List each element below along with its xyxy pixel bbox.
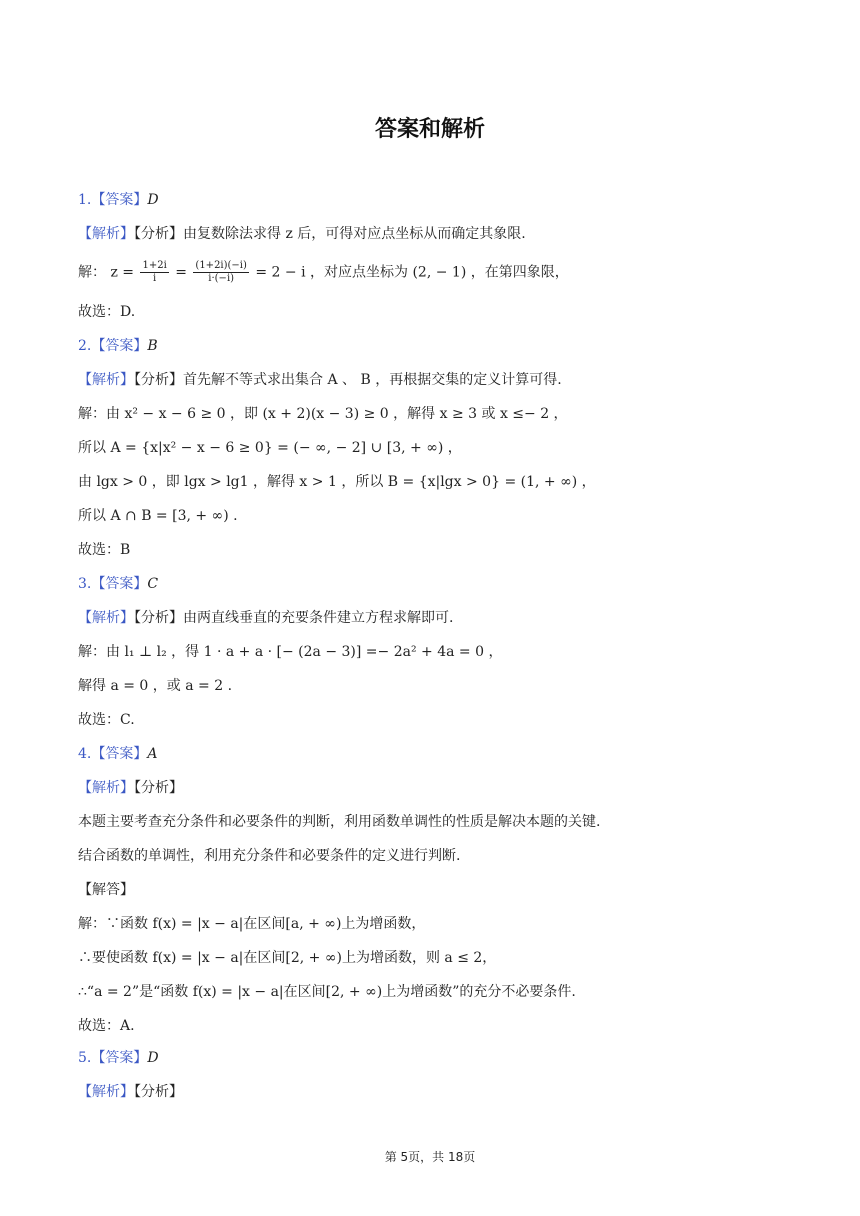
solution-line-2b: 所以 A = {x|x² − x − 6 ≥ 0} = (− ∞, − 2] ∪ [3, + ∞) ， bbox=[78, 440, 462, 456]
analysis-line-2: 【解析】【分析】首先解不等式求出集合 A 、 B ，再根据交集的定义计算可得. bbox=[78, 372, 562, 388]
text-line-4f: ∴“a = 2”是“函数 f(x) = |x − a|在区间[2, + ∞)上为增函数”的充分不必要条件. bbox=[78, 984, 576, 1000]
answer-line-1: 1.【答案】D bbox=[78, 192, 159, 208]
choice-line-2: 故选：B bbox=[78, 542, 131, 558]
solution-line-1: 解： z = $\frac{1+2i}{i}$ = $\frac{(1+2i)(-i)}{i\cdot(-i)}$ = 2 − i ，对应点坐标为 (2, − 1) ，在第四象限， bbox=[78, 260, 569, 284]
analysis-line-5: 【解析】【分析】 bbox=[78, 1084, 183, 1100]
solution-line-2c: 由 lgx > 0 ，即 lgx > lg1 ，解得 x > 1 ，所以 B = {x|lgx > 0} = (1, + ∞) ， bbox=[78, 474, 596, 490]
page-footer: 第 5页，共 18页 bbox=[384, 1150, 476, 1164]
answer-line-3: 3.【答案】C bbox=[78, 576, 159, 592]
text-line-4b: 结合函数的单调性，利用充分条件和必要条件的定义进行判断. bbox=[78, 848, 461, 864]
text-line-4d: 解：∵函数 f(x) = |x − a|在区间[a, + ∞)上为增函数， bbox=[78, 916, 426, 932]
choice-line-3: 故选：C. bbox=[78, 712, 135, 728]
analysis-line-4: 【解析】【分析】 bbox=[78, 780, 183, 796]
page-title: 答案和解析 bbox=[374, 117, 485, 142]
answer-line-4: 4.【答案】A bbox=[78, 746, 158, 762]
analysis-line-3: 【解析】【分析】由两直线垂直的充要条件建立方程求解即可. bbox=[78, 610, 454, 626]
fraction-1: $\frac{1+2i}{i}$ bbox=[142, 260, 167, 284]
choice-line-4: 故选：A. bbox=[78, 1018, 135, 1034]
text-line-4c: 【解答】 bbox=[78, 882, 134, 898]
solution-line-3b: 解得 a = 0 ，或 a = 2 . bbox=[78, 678, 233, 694]
analysis-line-1: 【解析】【分析】由复数除法求得 z 后，可得对应点坐标从而确定其象限. bbox=[78, 226, 526, 242]
solution-line-2d: 所以 A ∩ B = [3, + ∞) . bbox=[78, 508, 238, 524]
text-line-4a: 本题主要考查充分条件和必要条件的判断，利用函数单调性的性质是解决本题的关键. bbox=[78, 814, 601, 830]
answer-line-5: 5.【答案】D bbox=[78, 1050, 159, 1066]
fraction-2: $\frac{(1+2i)(-i)}{i\cdot(-i)}$ bbox=[195, 260, 247, 284]
solution-line-3a: 解：由 l₁ ⊥ l₂ ，得 1 · a + a · [− (2a − 3)] =− 2a² + 4a = 0 ， bbox=[78, 644, 503, 660]
solution-line-2a: 解：由 x² − x − 6 ≥ 0 ，即 (x + 2)(x − 3) ≥ 0 ，解得 x ≥ 3 或 x ≤− 2 ， bbox=[78, 406, 568, 422]
choice-line-1: 故选：D. bbox=[78, 304, 136, 320]
answer-line-2: 2.【答案】B bbox=[78, 338, 158, 354]
text-line-4e: ∴要使函数 f(x) = |x − a|在区间[2, + ∞)上为增函数，则 a ≤ 2， bbox=[78, 950, 497, 966]
